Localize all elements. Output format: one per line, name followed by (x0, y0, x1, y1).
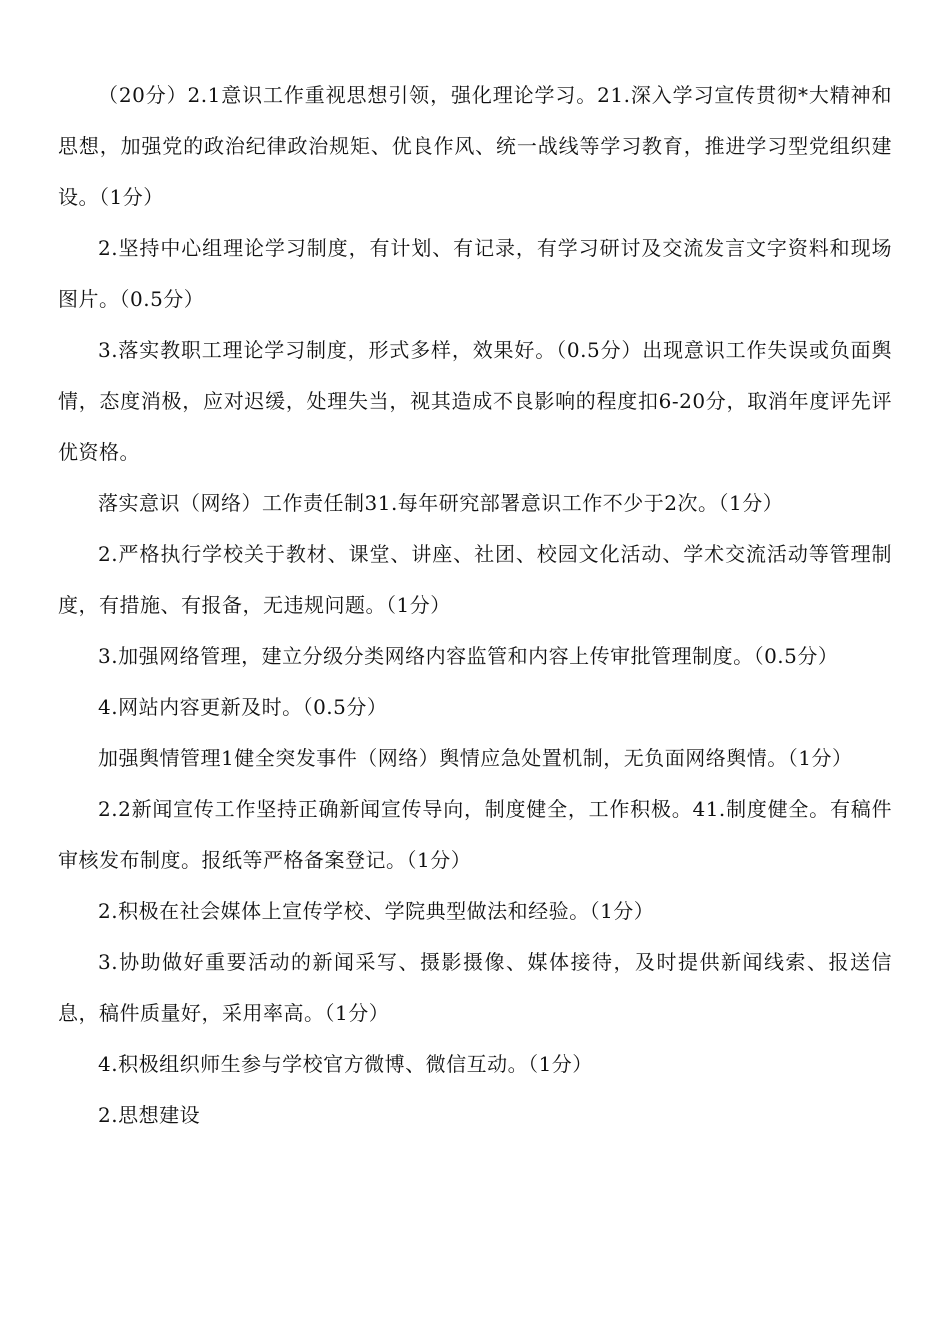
paragraph: 2.坚持中心组理论学习制度，有计划、有记录，有学习研讨及交流发言文字资料和现场图片。（0.5分） (58, 236, 892, 311)
paragraph: 2.2新闻宣传工作坚持正确新闻宣传导向，制度健全，工作积极。41.制度健全。有稿件审核发布制度。报纸等严格备案登记。（1分） (58, 797, 892, 872)
paragraph: 加强舆情管理1健全突发事件（网络）舆情应急处置机制，无负面网络舆情。（1分） (98, 746, 853, 770)
paragraph: 2.严格执行学校关于教材、课堂、讲座、社团、校园文化活动、学术交流活动等管理制度，有措施、有报备，无违规问题。（1分） (58, 542, 892, 617)
section-heading: 2.思想建设 (98, 1103, 201, 1127)
document-body (58, 70, 892, 1141)
paragraph: 2.积极在社会媒体上宣传学校、学院典型做法和经验。（1分） (98, 899, 655, 923)
paragraph: 3.落实教职工理论学习制度，形式多样，效果好。（0.5分）出现意识工作失误或负面舆情，态度消极，应对迟缓，处理失当，视其造成不良影响的程度扣6-20分，取消年度评先评优资格。 (58, 338, 892, 464)
paragraph: 4.网站内容更新及时。（0.5分） (98, 695, 388, 719)
paragraph: （20分）2.1意识工作重视思想引领，强化理论学习。21.深入学习宣传贯彻*大精神和思想，加强党的政治纪律政治规矩、优良作风、统一战线等学习教育，推进学习型党组织建设。（1分） (58, 83, 892, 209)
paragraph: 4.积极组织师生参与学校官方微博、微信互动。（1分） (98, 1052, 593, 1076)
paragraph: 3.协助做好重要活动的新闻采写、摄影摄像、媒体接待，及时提供新闻线索、报送信息，稿件质量好，采用率高。（1分） (58, 950, 892, 1025)
paragraph: 3.加强网络管理，建立分级分类网络内容监管和内容上传审批管理制度。（0.5分） (98, 644, 839, 668)
paragraph: 落实意识（网络）工作责任制31.每年研究部署意识工作不少于2次。（1分） (98, 491, 784, 515)
